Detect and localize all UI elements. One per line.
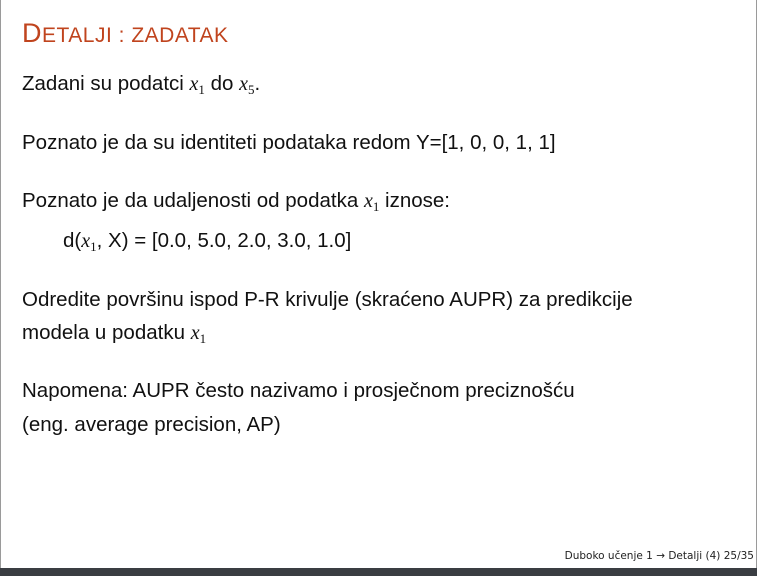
math-symbol: x (81, 230, 91, 252)
text-line-4-distances (63, 229, 351, 259)
math-subscript: 1 (198, 82, 205, 97)
math-variable (191, 322, 206, 344)
math-variable (81, 230, 96, 252)
math-subscript: 1 (199, 331, 207, 346)
math-symbol: x (190, 322, 200, 344)
title-part1-rest: ETALJI (42, 24, 113, 47)
text-segment: . (254, 72, 261, 95)
title-part1-initial: D (22, 18, 42, 48)
text-segment: Zadani su podatci (22, 72, 190, 95)
math-variable (190, 73, 205, 95)
bottom-bar (0, 568, 757, 576)
math-subscript: 5 (248, 82, 255, 97)
text-line-2: Poznato je da su identiteti podataka redom Y=[1, 0, 0, 1, 1] (22, 131, 556, 154)
text-line-1 (22, 72, 260, 102)
text-segment: Poznato je da udaljenosti od podatka (22, 189, 364, 212)
math-symbol: x (363, 190, 373, 212)
text-line-7-note: Napomena: AUPR često nazivamo i prosječnom preciznošću (22, 379, 575, 402)
text-line-6 (22, 321, 206, 351)
text-line-8-note: (eng. average precision, AP) (22, 413, 281, 436)
text-segment: d( (63, 229, 82, 252)
title-separator: : (112, 24, 132, 47)
slide-title (22, 18, 229, 49)
text-segment: iznose: (379, 189, 450, 212)
text-segment: , X) = [0.0, 5.0, 2.0, 3.0, 1.0] (96, 229, 352, 252)
title-part2: ZADATAK (131, 24, 229, 47)
text-line-3 (22, 189, 450, 219)
math-subscript: 1 (372, 199, 380, 214)
text-segment: modela u podatku (22, 321, 191, 344)
math-variable (364, 190, 379, 212)
text-segment: do (204, 72, 240, 95)
math-symbol: x (189, 73, 199, 95)
math-symbol: x (239, 73, 249, 95)
slide-footer: Duboko učenje 1 → Detalji (4) 25/35 (564, 550, 754, 562)
text-line-5: Odredite površinu ispod P-R krivulje (skraćeno AUPR) za predikcije (22, 288, 633, 311)
math-variable (239, 73, 254, 95)
math-subscript: 1 (90, 239, 97, 254)
